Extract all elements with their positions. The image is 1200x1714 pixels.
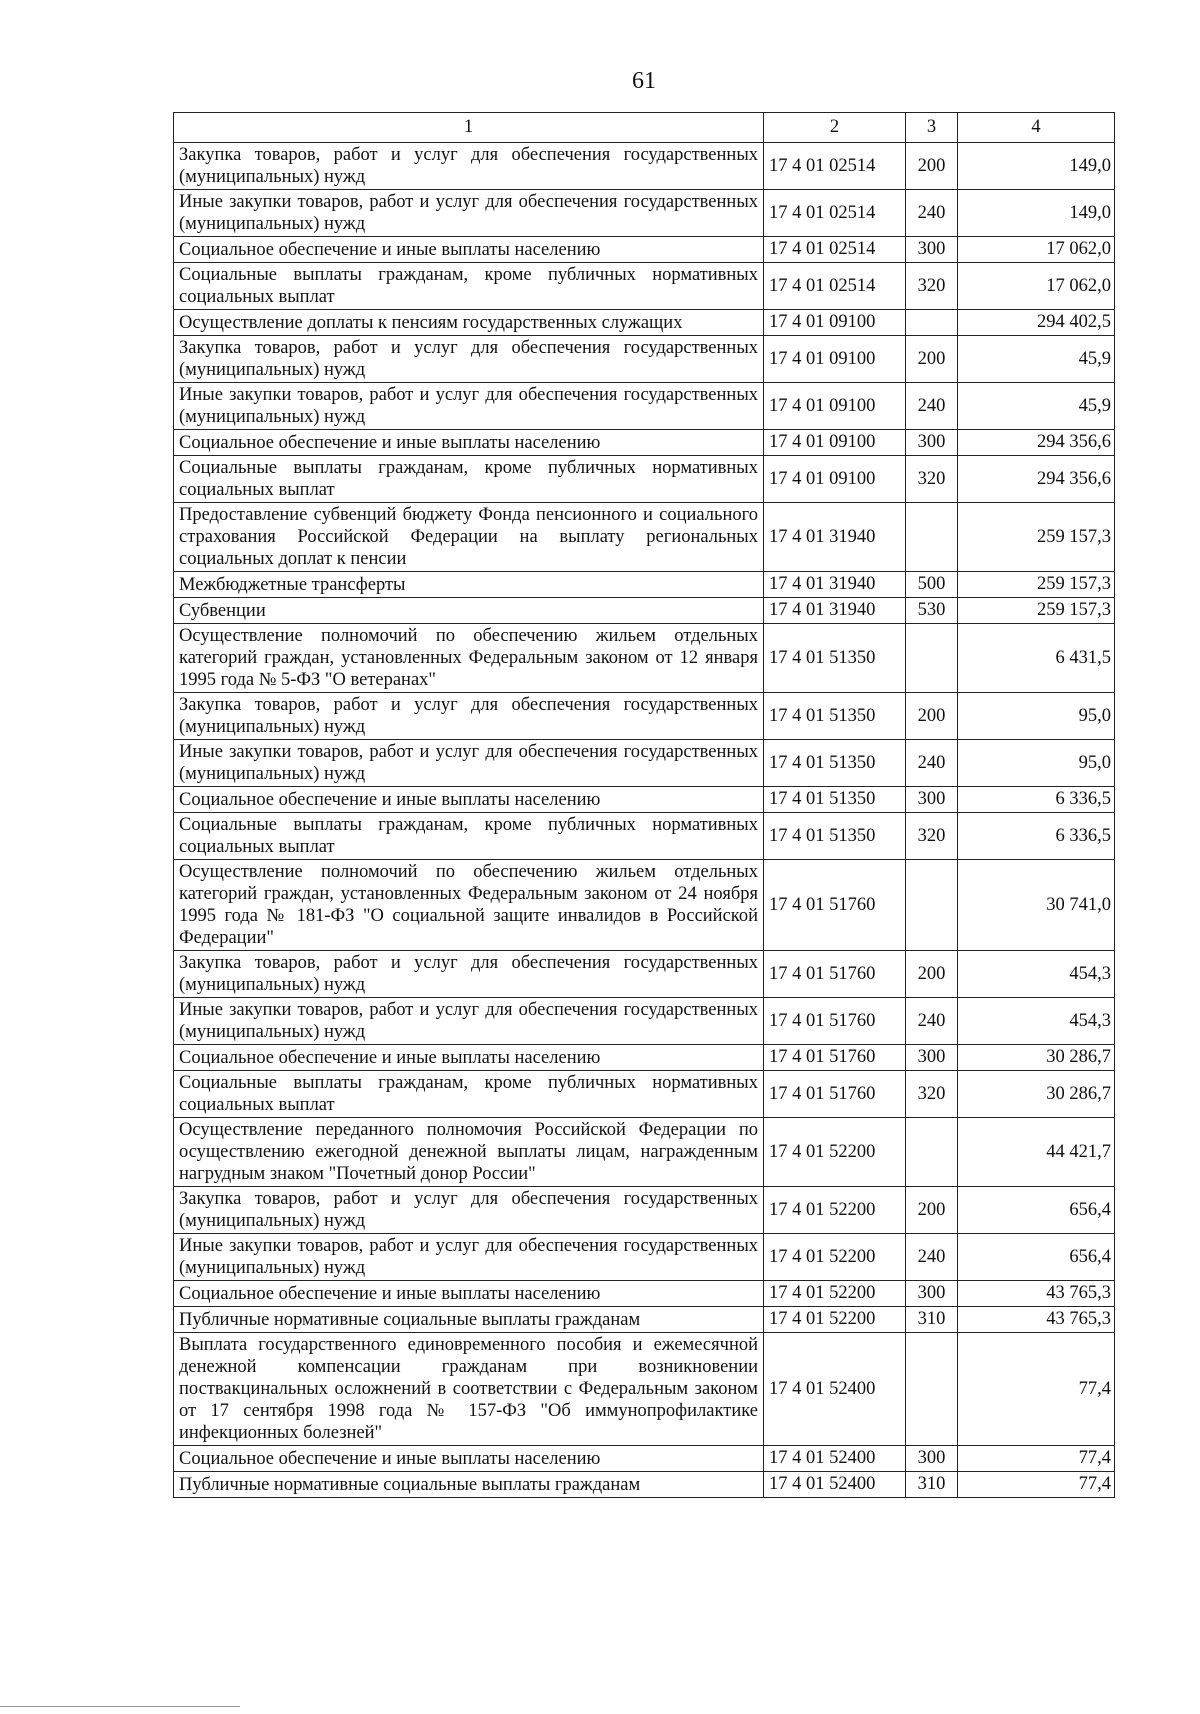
row-code-cell: 17 4 01 52200 — [764, 1187, 906, 1234]
row-name-cell: Иные закупки товаров, работ и услуг для обеспечения государственных (муниципальных) нужд — [174, 1234, 764, 1281]
row-name-cell: Закупка товаров, работ и услуг для обеспечения государственных (муниципальных) нужд — [174, 693, 764, 740]
row-name-cell: Осуществление полномочий по обеспечению жильем отдельных категорий граждан, установленных Федеральным законом от 24 ноября 1995 года № 181-ФЗ "О социальной защите инвалидов в Российской Федерации" — [174, 860, 764, 951]
table-row — [174, 951, 1115, 998]
row-type-cell: 320 — [906, 456, 958, 503]
table-row — [174, 1307, 1115, 1333]
row-code-cell: 17 4 01 52400 — [764, 1446, 906, 1472]
row-code-cell: 17 4 01 02514 — [764, 143, 906, 190]
row-sum-cell: 77,4 — [958, 1446, 1115, 1472]
row-type-cell: 320 — [906, 813, 958, 860]
row-sum-cell: 77,4 — [958, 1472, 1115, 1498]
row-name-cell: Социальное обеспечение и иные выплаты населению — [174, 1281, 764, 1307]
row-name-cell: Социальные выплаты гражданам, кроме публичных нормативных социальных выплат — [174, 263, 764, 310]
row-code-cell: 17 4 01 31940 — [764, 572, 906, 598]
row-code-cell: 17 4 01 09100 — [764, 383, 906, 430]
row-type-cell — [906, 310, 958, 336]
column-header: 2 — [764, 113, 906, 143]
row-code-cell: 17 4 01 52400 — [764, 1472, 906, 1498]
row-sum-cell: 45,9 — [958, 336, 1115, 383]
row-name-cell: Закупка товаров, работ и услуг для обеспечения государственных (муниципальных) нужд — [174, 143, 764, 190]
table-row — [174, 1281, 1115, 1307]
row-sum-cell: 259 157,3 — [958, 572, 1115, 598]
row-code-cell: 17 4 01 02514 — [764, 190, 906, 237]
table-row — [174, 1446, 1115, 1472]
row-name-cell: Осуществление переданного полномочия Российской Федерации по осуществлению ежегодной денежной выплаты лицам, награжденным нагрудным знаком "Почетный донор России" — [174, 1118, 764, 1187]
row-code-cell: 17 4 01 31940 — [764, 598, 906, 624]
row-code-cell: 17 4 01 09100 — [764, 336, 906, 383]
row-type-cell: 200 — [906, 1187, 958, 1234]
row-sum-cell: 43 765,3 — [958, 1281, 1115, 1307]
row-type-cell: 310 — [906, 1472, 958, 1498]
row-code-cell: 17 4 01 51350 — [764, 787, 906, 813]
row-type-cell: 300 — [906, 787, 958, 813]
row-type-cell — [906, 860, 958, 951]
row-type-cell: 200 — [906, 693, 958, 740]
row-name-cell: Межбюджетные трансферты — [174, 572, 764, 598]
row-name-cell: Социальные выплаты гражданам, кроме публичных нормативных социальных выплат — [174, 1071, 764, 1118]
row-type-cell: 320 — [906, 263, 958, 310]
row-code-cell: 17 4 01 51760 — [764, 860, 906, 951]
row-name-cell: Публичные нормативные социальные выплаты гражданам — [174, 1307, 764, 1333]
row-name-cell: Социальное обеспечение и иные выплаты населению — [174, 1446, 764, 1472]
row-sum-cell: 294 356,6 — [958, 456, 1115, 503]
row-name-cell: Социальное обеспечение и иные выплаты населению — [174, 430, 764, 456]
row-code-cell: 17 4 01 52200 — [764, 1281, 906, 1307]
row-code-cell: 17 4 01 51760 — [764, 998, 906, 1045]
row-code-cell: 17 4 01 51760 — [764, 951, 906, 998]
table-row — [174, 263, 1115, 310]
row-type-cell: 240 — [906, 1234, 958, 1281]
table-row — [174, 1333, 1115, 1446]
row-sum-cell: 17 062,0 — [958, 263, 1115, 310]
row-sum-cell: 149,0 — [958, 143, 1115, 190]
table-row — [174, 1118, 1115, 1187]
table-row — [174, 1045, 1115, 1071]
row-code-cell: 17 4 01 51760 — [764, 1071, 906, 1118]
row-code-cell: 17 4 01 51350 — [764, 624, 906, 693]
row-code-cell: 17 4 01 52200 — [764, 1118, 906, 1187]
table-row — [174, 813, 1115, 860]
table-row — [174, 740, 1115, 787]
table-row — [174, 143, 1115, 190]
table-row — [174, 237, 1115, 263]
row-name-cell: Социальные выплаты гражданам, кроме публичных нормативных социальных выплат — [174, 456, 764, 503]
row-name-cell: Иные закупки товаров, работ и услуг для обеспечения государственных (муниципальных) нужд — [174, 190, 764, 237]
row-type-cell: 240 — [906, 740, 958, 787]
row-code-cell: 17 4 01 52400 — [764, 1333, 906, 1446]
table-row — [174, 503, 1115, 572]
row-sum-cell: 30 741,0 — [958, 860, 1115, 951]
column-header: 3 — [906, 113, 958, 143]
row-type-cell — [906, 1333, 958, 1446]
row-name-cell: Социальные выплаты гражданам, кроме публичных нормативных социальных выплат — [174, 813, 764, 860]
row-code-cell: 17 4 01 02514 — [764, 237, 906, 263]
row-name-cell: Социальное обеспечение и иные выплаты населению — [174, 1045, 764, 1071]
table-row — [174, 787, 1115, 813]
row-code-cell: 17 4 01 51760 — [764, 1045, 906, 1071]
row-name-cell: Иные закупки товаров, работ и услуг для обеспечения государственных (муниципальных) нужд — [174, 383, 764, 430]
table-header-row — [174, 113, 1115, 143]
row-sum-cell: 259 157,3 — [958, 503, 1115, 572]
row-type-cell: 240 — [906, 383, 958, 430]
row-type-cell — [906, 1118, 958, 1187]
row-type-cell: 200 — [906, 336, 958, 383]
row-name-cell: Закупка товаров, работ и услуг для обеспечения государственных (муниципальных) нужд — [174, 336, 764, 383]
table-row — [174, 1071, 1115, 1118]
row-type-cell: 300 — [906, 237, 958, 263]
row-type-cell: 320 — [906, 1071, 958, 1118]
row-name-cell: Закупка товаров, работ и услуг для обеспечения государственных (муниципальных) нужд — [174, 951, 764, 998]
row-sum-cell: 30 286,7 — [958, 1071, 1115, 1118]
row-code-cell: 17 4 01 09100 — [764, 310, 906, 336]
row-type-cell: 310 — [906, 1307, 958, 1333]
row-code-cell: 17 4 01 51350 — [764, 740, 906, 787]
row-name-cell: Иные закупки товаров, работ и услуг для обеспечения государственных (муниципальных) нужд — [174, 998, 764, 1045]
table-row — [174, 624, 1115, 693]
row-sum-cell: 43 765,3 — [958, 1307, 1115, 1333]
table-row — [174, 998, 1115, 1045]
row-name-cell: Социальное обеспечение и иные выплаты населению — [174, 237, 764, 263]
row-name-cell: Иные закупки товаров, работ и услуг для обеспечения государственных (муниципальных) нужд — [174, 740, 764, 787]
row-type-cell: 240 — [906, 998, 958, 1045]
row-sum-cell: 95,0 — [958, 693, 1115, 740]
table-row — [174, 572, 1115, 598]
row-name-cell: Публичные нормативные социальные выплаты гражданам — [174, 1472, 764, 1498]
row-sum-cell: 17 062,0 — [958, 237, 1115, 263]
row-code-cell: 17 4 01 52200 — [764, 1307, 906, 1333]
row-sum-cell: 656,4 — [958, 1187, 1115, 1234]
row-type-cell: 530 — [906, 598, 958, 624]
row-type-cell: 300 — [906, 1045, 958, 1071]
row-code-cell: 17 4 01 09100 — [764, 456, 906, 503]
row-name-cell: Закупка товаров, работ и услуг для обеспечения государственных (муниципальных) нужд — [174, 1187, 764, 1234]
row-code-cell: 17 4 01 31940 — [764, 503, 906, 572]
row-type-cell — [906, 624, 958, 693]
row-sum-cell: 149,0 — [958, 190, 1115, 237]
row-sum-cell: 77,4 — [958, 1333, 1115, 1446]
table-row — [174, 190, 1115, 237]
row-sum-cell: 6 336,5 — [958, 787, 1115, 813]
row-name-cell: Осуществление доплаты к пенсиям государственных служащих — [174, 310, 764, 336]
table-row — [174, 598, 1115, 624]
row-sum-cell: 294 356,6 — [958, 430, 1115, 456]
column-header: 4 — [958, 113, 1115, 143]
row-code-cell: 17 4 01 09100 — [764, 430, 906, 456]
row-sum-cell: 656,4 — [958, 1234, 1115, 1281]
column-header: 1 — [174, 113, 764, 143]
row-type-cell: 300 — [906, 1281, 958, 1307]
row-name-cell: Осуществление полномочий по обеспечению жильем отдельных категорий граждан, установленных Федеральным законом от 12 января 1995 года № 5-ФЗ "О ветеранах" — [174, 624, 764, 693]
row-sum-cell: 6 431,5 — [958, 624, 1115, 693]
row-type-cell: 200 — [906, 143, 958, 190]
row-sum-cell: 454,3 — [958, 998, 1115, 1045]
row-code-cell: 17 4 01 02514 — [764, 263, 906, 310]
table-row — [174, 383, 1115, 430]
table-row — [174, 1234, 1115, 1281]
row-name-cell: Субвенции — [174, 598, 764, 624]
row-name-cell: Предоставление субвенций бюджету Фонда пенсионного и социального страхования Российской Федерации на выплату региональных социальных доплат к пенсии — [174, 503, 764, 572]
table-row — [174, 336, 1115, 383]
row-type-cell — [906, 503, 958, 572]
budget-table — [173, 112, 1115, 1498]
table-row — [174, 430, 1115, 456]
table-row — [174, 693, 1115, 740]
row-sum-cell: 44 421,7 — [958, 1118, 1115, 1187]
row-type-cell: 240 — [906, 190, 958, 237]
row-sum-cell: 95,0 — [958, 740, 1115, 787]
table-body — [174, 143, 1115, 1498]
row-sum-cell: 454,3 — [958, 951, 1115, 998]
row-sum-cell: 259 157,3 — [958, 598, 1115, 624]
page-number: 61 — [632, 68, 656, 94]
row-code-cell: 17 4 01 51350 — [764, 813, 906, 860]
table-row — [174, 1187, 1115, 1234]
table-row — [174, 1472, 1115, 1498]
row-code-cell: 17 4 01 51350 — [764, 693, 906, 740]
row-sum-cell: 45,9 — [958, 383, 1115, 430]
table-row — [174, 310, 1115, 336]
row-name-cell: Социальное обеспечение и иные выплаты населению — [174, 787, 764, 813]
row-type-cell: 300 — [906, 430, 958, 456]
table-row — [174, 456, 1115, 503]
row-sum-cell: 294 402,5 — [958, 310, 1115, 336]
row-type-cell: 500 — [906, 572, 958, 598]
row-code-cell: 17 4 01 52200 — [764, 1234, 906, 1281]
scan-edge-line — [0, 1706, 240, 1707]
row-type-cell: 300 — [906, 1446, 958, 1472]
table-row — [174, 860, 1115, 951]
row-sum-cell: 30 286,7 — [958, 1045, 1115, 1071]
row-sum-cell: 6 336,5 — [958, 813, 1115, 860]
row-name-cell: Выплата государственного единовременного пособия и ежемесячной денежной компенсации гражданам при возникновении поствакцинальных осложнений в соответствии с Федеральным законом от 17 сентября 1998 года № 157-ФЗ "Об иммунопрофилактике инфекционных болезней" — [174, 1333, 764, 1446]
row-type-cell: 200 — [906, 951, 958, 998]
